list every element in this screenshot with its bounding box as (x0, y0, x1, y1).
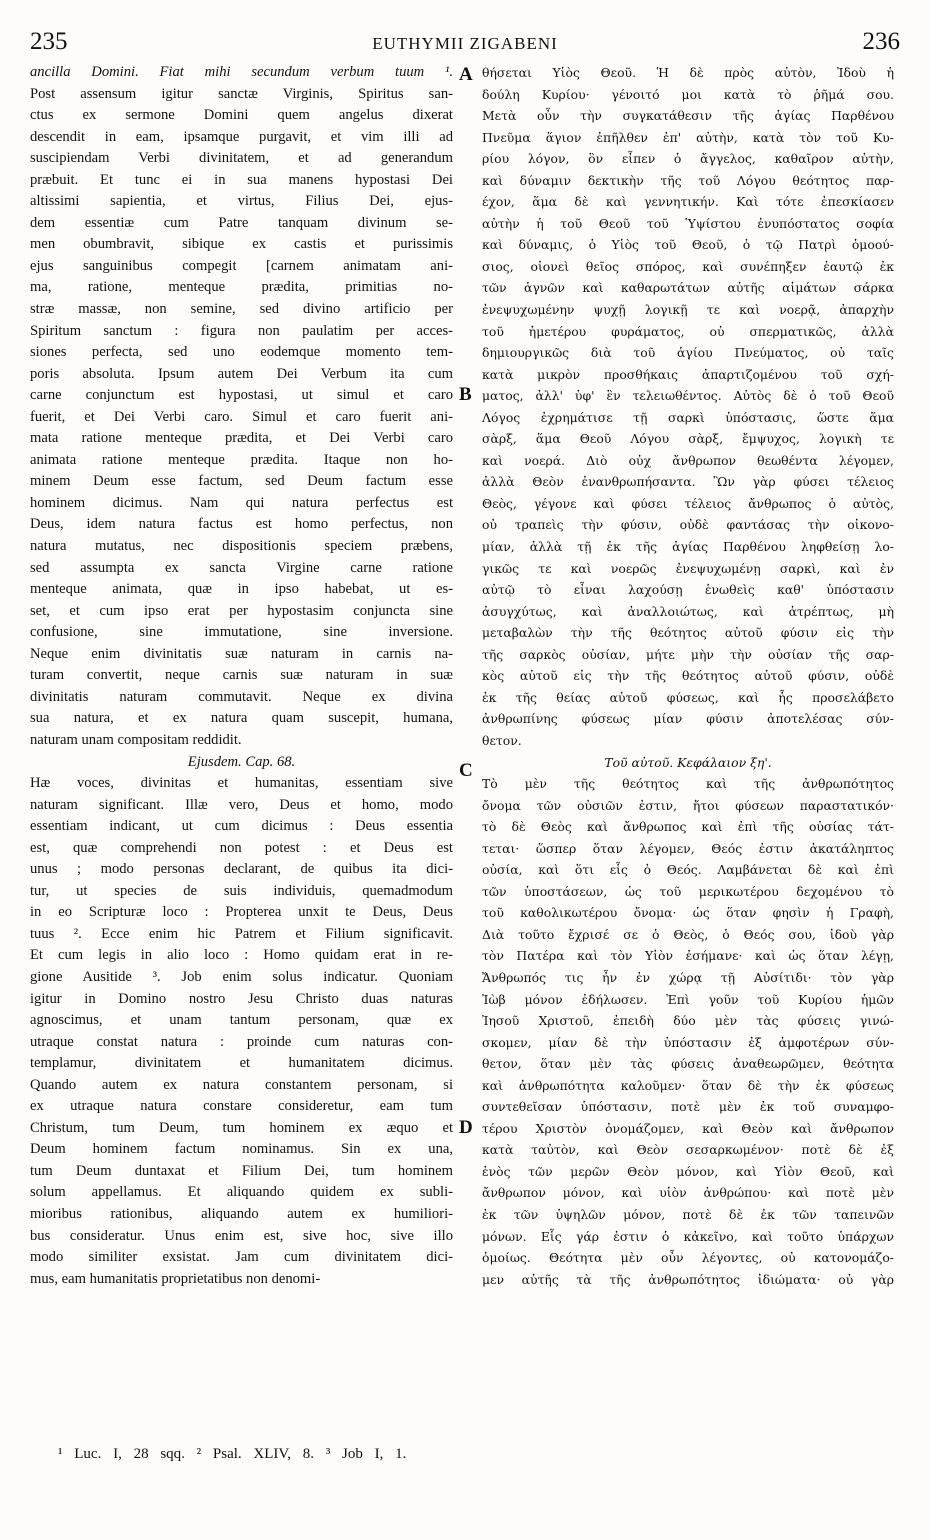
greek-text-line: ὄνομα τῶν οὐσιῶν ἐστιν, ἤτοι φύσεων παραστατικόν· (482, 797, 894, 813)
latin-text-line: hominem dicimus. Nam qui natura perfectus est (30, 494, 453, 511)
margin-marker-c: C (459, 760, 473, 781)
greek-text-line: τῶν ὑποστάσεων, ὡς τοῦ μερικωτέρου δεχομένου τὸ (482, 883, 894, 899)
greek-text-line: γικῶς τε καὶ νοερῶς ἐνεψυχωμένῃ σαρκὶ, καὶ ἐν (482, 560, 894, 576)
running-title: EUTHYMII ZIGABENI (372, 34, 558, 53)
latin-text-line: tur, ut species de suis individuis, quemadmodum (30, 882, 453, 899)
latin-text-line: essentiam indicant, ut cum dicimus : Deus essentia (30, 818, 453, 835)
latin-text-line: naturam significant. Illæ vero, Deus et homo, modo (30, 796, 453, 813)
latin-text-line: gione Ausitide ³. Job enim solus indicatur. Quoniam (30, 968, 453, 985)
latin-text-line: sed assumpta ex sancta Virgine carne ratione (30, 559, 453, 576)
latin-text-line: Neque enim divinitatis suæ naturam in carnis na- (30, 645, 453, 662)
greek-text-line: σκομεν, μίαν δὲ τὴν ὑπόστασιν ἐξ ἀμφοτέρων σύν- (482, 1034, 894, 1050)
latin-text-line: confusione, sine immutatione, sine inversione. (30, 624, 453, 641)
greek-text-line: συντεθεῖσαν ὑπόστασιν, ποτὲ μὲν ἐκ τοῦ συναμφο- (482, 1099, 894, 1115)
latin-text-line: utraque constat natura : proinde cum naturas con- (30, 1033, 453, 1050)
latin-text-line: Quando autem ex natura constantem personam, si (30, 1076, 453, 1093)
greek-text-line: ἀλλὰ Θεὸν ἐνανθρωπήσαντα. Ὢν γὰρ φύσει τέλειος (482, 474, 894, 490)
latin-text-line: siones perfecta, sed uno eodemque momento tem- (30, 344, 453, 361)
greek-text-line: οὐσία, καὶ ὅτι εἷς ὁ Θεός. Λαμβάνεται δὲ καὶ ἐπὶ (482, 862, 894, 878)
greek-text-line: τέρου Χριστὸν ὀνομάζομεν, καὶ Θεὸν καὶ ἄνθρωπον (482, 1120, 894, 1136)
greek-text-line: κατὰ μικρὸν προσθήκαις ἀπαρτιζομένου τοῦ σχή- (482, 366, 894, 382)
greek-text-line: τὸν Πατέρα καὶ τὸν Υἱὸν ἐσήμανε· καὶ ὡς ὅταν λέγῃ, (482, 948, 894, 964)
footnote-1: ¹ Luc. I, 28 sqq. (58, 1446, 185, 1462)
greek-text-line: ὁμοίως. Θεότητα μὲν οὖν λέγοντες, οὐ κατονομάζο- (482, 1250, 894, 1266)
greek-text-line: οὐ τραπεὶς τὴν φύσιν, οὐδὲ φαντάσας τὴν οἰκονο- (482, 517, 894, 533)
greek-text-line: Τὸ μὲν τῆς θεότητος καὶ τῆς ἀνθρωπότητος (482, 776, 894, 792)
greek-text-line: τοῦ ἡμετέρου φυράματος, οὐ σπερματικῶς, ἀλλὰ (482, 323, 894, 339)
latin-text-line: poris absoluta. Ipsum autem Dei Verbum ita cum (30, 365, 453, 382)
latin-text-line: est, quæ comprehendi non potest : et Deus est (30, 839, 453, 856)
latin-text-line: Et cum legis in alio loco : Homo quidam erat in re- (30, 947, 453, 964)
latin-text-line: fuerit, et Dei Verbi caro. Simul et caro fuerit ani- (30, 408, 453, 425)
latin-text-line: tuus ². Ecce enim hic Patrem et Filium significavit. (30, 925, 453, 942)
latin-text-line: suscipiendam Verbi divinitatem, et ad generandum (30, 150, 453, 167)
latin-text-line: stræ massæ, non semine, sed divino artificio per (30, 301, 453, 318)
greek-text-line: ἐνεψυχωμένην ψυχῇ λογικῇ τε καὶ νοερᾷ, ἀπαρχὴν (482, 302, 894, 318)
greek-text-line: καὶ δύναμις, ὁ Υἱὸς τοῦ Θεοῦ, ὁ τῷ Πατρὶ ὁμοού- (482, 237, 894, 253)
greek-text-line: τῆς σαρκὸς οὐσίαν, μήτε μὴν τὴν οὐσίαν τῆς σαρ- (482, 646, 894, 662)
footnote-2: ² Psal. XLIV, 8. (196, 1446, 315, 1462)
greek-text-line: ἐκ τῆς θείας αὐτοῦ φύσεως, καὶ ἧς προσελάβετο (482, 689, 894, 705)
latin-text-line: naturam unam compositam reddidit. (30, 731, 242, 748)
latin-text-line: descendit in eam, ipsamque purgavit, et vim illi ad (30, 128, 453, 145)
greek-text-line: Πνεῦμα ἅγιον ἐπῆλθεν ἐπ' αὐτὴν, κατὰ τὸν τοῦ Κυ- (482, 129, 894, 145)
page-number-left: 235 (30, 28, 68, 55)
greek-text-line: σὰρξ, ἅμα Θεοῦ Λόγου σὰρξ, ἔμψυχος, λογικὴ τε (482, 431, 894, 447)
latin-text-line: divinitatis naturam commutavit. Neque ex divina (30, 688, 453, 705)
greek-text-line: ματος, ἀλλ' ὑφ' ἓν τελειωθέντος. Αὐτὸς δὲ ὁ τοῦ Θεοῦ (482, 388, 894, 404)
margin-marker-d: D (459, 1117, 473, 1138)
latin-text-line: igitur in Domino nostro Jesu Christo duas naturas (30, 990, 453, 1007)
latin-text-line: bus consideratur. Unus enim est, sive hoc, sive illo (30, 1227, 453, 1244)
latin-text-line: solum appellamus. Et aliquando quidem ex subli- (30, 1184, 453, 1201)
latin-text-line: Hæ voces, divinitas et humanitas, essentiam sive (30, 775, 453, 792)
latin-text-line: carne conjunctum est hypostasi, ut simul et caro (30, 387, 453, 404)
greek-text-line: Ἰησοῦ Χριστοῦ, ἐπειδὴ δύο μὲν τὰς φύσεις γινώ- (482, 1013, 894, 1029)
greek-text-line: θετον, ὅταν μὲν τὰς φύσεις ἀναθεωρῶμεν, θεότητα (482, 1056, 894, 1072)
greek-text-line: τῶν ἁγνῶν καὶ καθαρωτάτων αὐτῆς αἱμάτων σάρκα (482, 280, 894, 296)
greek-text-line: θήσεται Υἱὸς Θεοῦ. Ἡ δὲ πρὸς αὐτὸν, Ἰδοὺ ἡ (482, 65, 894, 80)
greek-text-line: καὶ δύναμιν δεκτικὴν τῆς τοῦ Λόγου θεότητος παρ- (482, 172, 894, 188)
page-number-right: 236 (862, 28, 900, 55)
latin-text-line: menteque animata, quæ in ipso habebat, ut es- (30, 581, 453, 598)
latin-text-line: natura mutatus, nec dispositionis speciem præbens, (30, 538, 453, 555)
latin-text-line: dem essentiæ cum Patre tanquam divinum se- (30, 214, 453, 231)
latin-text-line: sua natura, et ex natura quam suscepit, humana, (30, 710, 453, 727)
latin-text-line: ctus ex sermone Domini quem angelus dixerat (30, 107, 453, 124)
footnote-3: ³ Job I, 1. (325, 1446, 407, 1462)
latin-text-line: ex utraque natura constare consideretur, eam tum (30, 1098, 453, 1115)
latin-text-line: turam convertit, neque carnis suæ naturam in suæ (30, 667, 453, 684)
latin-text-line: mus, eam humanitatis proprietatibus non denomi- (30, 1270, 321, 1287)
greek-text-line: μεταβαλὼν τὴν τῆς θεότητος αὐτοῦ φύσιν εἰς τὴν (482, 625, 894, 641)
latin-text-line: Post assensum igitur sanctæ Virginis, Spiritus san- (30, 85, 453, 102)
footnotes (58, 1446, 406, 1463)
latin-text-line: modo similiter exsistat. Jam cum divinitatem dici- (30, 1249, 453, 1266)
greek-text-line: Μετὰ οὖν τὴν συγκατάθεσιν τῆς ἁγίας Παρθένου (482, 108, 894, 124)
greek-text-line: αὐτῷ τὸ εἶναι λαχούσῃ ἑνωθεὶς καθ' ὑπόστασιν (482, 582, 894, 598)
latin-text-line: minem Deum esse factum, sed Deum factum esse (30, 473, 453, 490)
latin-text-line: animata ratione menteque prædita. Itaque non ho- (30, 451, 453, 468)
greek-text-line: μεν αὐτῆς τὰ τῆς ἀνθρωπότητος ἰδιώματα· οὐ γὰρ (482, 1271, 894, 1287)
greek-text-line: μίαν, ἀλλὰ τῇ ἐκ τῆς ἁγίας Παρθένου ληφθείσῃ λο- (482, 539, 894, 555)
latin-text-line: ma, ratione, menteque prædita, primitias no- (30, 279, 453, 296)
greek-text-line: έχον, ἅμα δὲ καὶ γεννητικήν. Καὶ τότε ἐπεσκίασεν (482, 194, 894, 210)
greek-text-line: ἐκ τῶν ὑψηλῶν μόνον, ποτὲ δὲ ἐκ τῶν ταπεινῶν (482, 1206, 894, 1222)
greek-text-line: αὐτὴν ἡ τοῦ Θεοῦ τοῦ Ὑψίστου ἐνυπόστατος σοφία (482, 215, 894, 231)
greek-text-line: καὶ νοερά. Διὸ οὐχ ἄνθρωπον θεωθέντα λέγομεν, (482, 452, 894, 468)
margin-marker-a: A (459, 64, 473, 85)
latin-text-line: Deus, idem natura factus est homo perfectus, non (30, 516, 453, 533)
greek-text-line: Ἄνθρωπός τις ἦν ἐν χώρᾳ τῇ Αὐσίτιδι· τὸν γὰρ (482, 969, 894, 985)
latin-text-line: in eo Scripturæ loco : Propterea unxit te Deus, Deus (30, 904, 453, 921)
latin-text-line: mioribus rationibus, aliquando autem ex humiliori- (30, 1205, 453, 1222)
latin-text-line: altissimi sapientia, et virtus, Filius Dei, ejus- (30, 193, 453, 210)
greek-text-line: θετον. (482, 732, 522, 748)
greek-text-line: μόνων. Εἷς γάρ ἐστιν ὁ κἀκεῖνο, καὶ τοῦτο ὑπάρχων (482, 1228, 894, 1244)
latin-text-line: unus ; modo personas declarant, de quibus ita dici- (30, 861, 453, 878)
greek-text-line: σιος, οἱονεὶ θεῖος σπόρος, καὶ συνέπηξεν ἑαυτῷ ἐκ (482, 258, 894, 274)
page-header (30, 28, 900, 58)
latin-text-line: agnoscimus, et unam tantum personam, quæ ex (30, 1012, 453, 1029)
greek-text-line: ἄνθρωπον μόνον, καὶ υἱὸν ἀνθρώπου· καὶ ποτὲ μὲν (482, 1185, 894, 1201)
latin-text-line: ancilla Domini. Fiat mihi secundum verbum tuum ¹. (30, 64, 453, 80)
greek-text-line: κὸς αὐτοῦ εἰς τὴν τῆς θεότητος αὐτοῦ φύσιν, οὐδὲ (482, 668, 894, 684)
greek-text-line: ἀσυγχύτως, καὶ ἀναλλοιώτως, καὶ ἀτρέπτως, μὴ (482, 603, 894, 619)
latin-text-line: ejus sanguinibus compegit [carnem animatam ani- (30, 257, 453, 274)
greek-column (482, 62, 894, 1290)
latin-text-line: men obumbravit, sibique ex castis et purissimis (30, 236, 453, 253)
greek-text-line: ἀνθρωπίνης φύσεως μίαν φύσιν ἀποτελέσας σύν- (482, 711, 894, 727)
latin-text-line: set, et cum ipso erat per hypostasim conjuncta sine (30, 602, 453, 619)
latin-text-line: Ejusdem. Cap. 68. (187, 753, 296, 770)
greek-text-line: Θεὸς, γέγονε καὶ φύσει τέλειος ἄνθρωπος ὁ αὐτὸς, (482, 495, 894, 511)
latin-text-line: templamur, divinitatem et humanitatem dicimus. (30, 1055, 453, 1072)
greek-text-line: ἑνὸς τῶν μερῶν Θεὸν μόνον, καὶ Υἱὸν Θεοῦ, καὶ (482, 1163, 894, 1179)
greek-text-line: τὸ δὲ Θεὸς καὶ ἄνθρωπος καὶ ἐπὶ τῆς οὐσίας τάτ- (482, 819, 894, 835)
greek-text-line: Τοῦ αὐτοῦ. Κεφάλαιον ξη'. (604, 754, 772, 770)
latin-text-line: Christum, tum Deum, tum hominem ex æquo et (30, 1119, 453, 1136)
greek-text-line: κατὰ ταὐτὸν, καὶ Θεὸν σεσαρκωμένον· ποτὲ δὲ ἐξ (482, 1142, 894, 1158)
latin-column (30, 62, 453, 1290)
latin-text-line: præbuit. Et tunc ei in sua manens hypostasi Dei (30, 171, 453, 188)
latin-text-line: Spiritum sanctum : figura non paulatim per acces- (30, 322, 453, 339)
greek-text-line: καὶ ἀνθρωπότητα καλοῦμεν· ὅταν δὲ τὴν ἐκ φύσεως (482, 1077, 894, 1093)
margin-marker-b: B (459, 384, 472, 405)
latin-text-line: Deum hominem factum nominamus. Sin ex una, (30, 1141, 453, 1158)
latin-text-line: mata ratione menteque prædita, et Dei Verbi caro (30, 430, 453, 447)
greek-text-line: δούλη Κυρίου· γένοιτό μοι κατὰ τὸ ῥῆμά σου. (482, 86, 894, 102)
greek-text-line: τεται· ὥσπερ ὅταν λέγομεν, Θεός ἐστιν ἀκατάληπτος (482, 840, 894, 856)
latin-text-line: tum Deum duntaxat et Filium Dei, tum hominem (30, 1162, 453, 1179)
greek-text-line: Ἰὼβ μόνον ἐδήλωσεν. Ἐπὶ γοῦν τοῦ Κυρίου ἡμῶν (482, 991, 894, 1007)
greek-text-line: τοῦ καθολικωτέρου ὄνομα· ὡς ὅταν φησὶν ἡ Γραφὴ, (482, 905, 894, 921)
greek-text-line: Λόγος ἐχρημάτισε τῇ σαρκὶ ὑπόστασις, ὥστε ἅμα (482, 409, 894, 425)
greek-text-line: Διὰ τοῦτο ἔχρισέ σε ὁ Θεὸς, ὁ Θεός σου, ἰδοὺ γὰρ (482, 926, 894, 942)
greek-text-line: ρίου λόγον, ὃν εἶπεν ὁ ἄγγελος, καθαῖρον αὐτὴν, (482, 151, 894, 167)
greek-text-line: δημιουργικῶς διὰ τοῦ ἁγίου Πνεύματος, οὐ ταῖς (482, 345, 894, 361)
